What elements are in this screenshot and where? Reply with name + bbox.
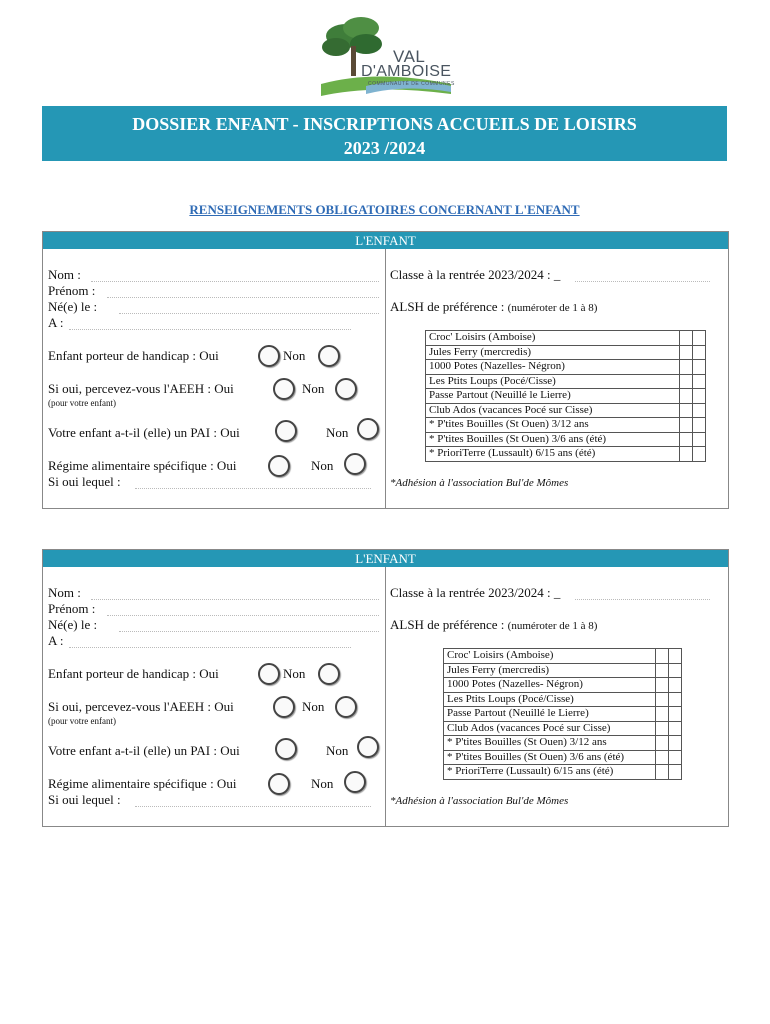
alsh-note: (numéroter de 1 à 8): [507, 302, 598, 314]
logo-text-val: VAL: [393, 47, 426, 66]
aeeh-non-radio[interactable]: [335, 696, 357, 718]
alsh-extra-cell[interactable]: [669, 765, 682, 780]
alsh-row: [444, 707, 682, 722]
alsh-extra-cell[interactable]: [669, 692, 682, 707]
alsh-row: [426, 447, 706, 462]
alsh-extra-cell[interactable]: [669, 663, 682, 678]
alsh-row: [426, 389, 706, 404]
alsh-row: [426, 418, 706, 433]
section-heading: RENSEIGNEMENTS OBLIGATOIRES CONCERNANT L'ENFANT: [189, 202, 580, 217]
classe-label: Classe à la rentrée 2023/2024 : _: [390, 267, 561, 282]
handicap-non-radio[interactable]: [318, 345, 340, 367]
alsh-option: 1000 Potes (Nazelles- Négron): [426, 360, 680, 375]
alsh-note: (numéroter de 1 à 8): [507, 620, 598, 632]
alsh-rank-cell[interactable]: [656, 678, 669, 693]
lieu-field[interactable]: [69, 329, 351, 330]
alsh-rank-cell[interactable]: [680, 418, 693, 433]
alsh-row: [444, 765, 682, 780]
child-form-2: [42, 549, 729, 827]
lequel-field[interactable]: [135, 488, 371, 489]
handicap-label: Enfant porteur de handicap : Oui: [48, 348, 219, 363]
regime-label: Régime alimentaire spécifique : Oui: [48, 776, 237, 791]
lieu-label: A :: [48, 633, 64, 648]
alsh-option: * PrioriTerre (Lussault) 6/15 ans (été): [444, 765, 656, 780]
column-divider: [385, 567, 386, 826]
alsh-option: Les Ptits Loups (Pocé/Cisse): [426, 374, 680, 389]
regime-non-radio[interactable]: [344, 453, 366, 475]
aeeh-label: Si oui, percevez-vous l'AEEH : Oui: [48, 699, 234, 714]
lequel-label: Si oui lequel :: [48, 792, 121, 807]
adhesion-note: *Adhésion à l'association Bul'de Mômes: [390, 477, 569, 489]
naissance-field[interactable]: [119, 631, 379, 632]
alsh-extra-cell[interactable]: [669, 736, 682, 751]
alsh-option: Jules Ferry (mercredis): [426, 345, 680, 360]
regime-non-label: Non: [311, 776, 334, 791]
aeeh-non-label: Non: [302, 699, 325, 714]
pai-oui-radio[interactable]: [275, 738, 297, 760]
alsh-rank-cell[interactable]: [680, 331, 693, 346]
alsh-row: [444, 678, 682, 693]
classe-field[interactable]: [575, 281, 710, 282]
alsh-row: [426, 345, 706, 360]
alsh-row: [444, 649, 682, 664]
alsh-extra-cell[interactable]: [693, 447, 706, 462]
logo-text-amboise: D'AMBOISE: [361, 63, 452, 80]
aeeh-oui-radio[interactable]: [273, 696, 295, 718]
aeeh-non-radio[interactable]: [335, 378, 357, 400]
nom-label: Nom :: [48, 585, 81, 600]
regime-non-radio[interactable]: [344, 771, 366, 793]
alsh-row: [444, 721, 682, 736]
naissance-label: Né(e) le :: [48, 299, 98, 314]
alsh-rank-cell[interactable]: [680, 374, 693, 389]
alsh-option: * PrioriTerre (Lussault) 6/15 ans (été): [426, 447, 680, 462]
alsh-option: * P'tites Bouilles (St Ouen) 3/12 ans: [426, 418, 680, 433]
alsh-row: [444, 750, 682, 765]
alsh-option: * P'tites Bouilles (St Ouen) 3/6 ans (été): [426, 432, 680, 447]
regime-non-label: Non: [311, 458, 334, 473]
alsh-extra-cell[interactable]: [669, 721, 682, 736]
pai-label: Votre enfant a-t-il (elle) un PAI : Oui: [48, 425, 240, 440]
lieu-label: A :: [48, 315, 64, 330]
alsh-option: * P'tites Bouilles (St Ouen) 3/12 ans: [444, 736, 656, 751]
alsh-rank-cell[interactable]: [656, 750, 669, 765]
alsh-rank-cell[interactable]: [680, 447, 693, 462]
pai-label: Votre enfant a-t-il (elle) un PAI : Oui: [48, 743, 240, 758]
alsh-rank-cell[interactable]: [656, 692, 669, 707]
alsh-rank-cell[interactable]: [656, 736, 669, 751]
alsh-row: [426, 360, 706, 375]
prenom-field[interactable]: [107, 297, 379, 298]
page-title: DOSSIER ENFANT - INSCRIPTIONS ACCUEILS DE LOISIRS: [132, 114, 637, 134]
alsh-rank-cell[interactable]: [680, 403, 693, 418]
alsh-rank-cell[interactable]: [656, 663, 669, 678]
prenom-label: Prénom :: [48, 283, 96, 298]
alsh-extra-cell[interactable]: [693, 360, 706, 375]
title-banner: [42, 106, 727, 161]
logo-text-communaute: COMMUNAUTÉ DE COMMUNES: [368, 81, 455, 87]
pai-non-radio[interactable]: [357, 418, 379, 440]
regime-oui-radio[interactable]: [268, 773, 290, 795]
alsh-option: Passe Partout (Neuillé le Lierre): [444, 707, 656, 722]
naissance-label: Né(e) le :: [48, 617, 98, 632]
alsh-extra-cell[interactable]: [693, 331, 706, 346]
nom-field[interactable]: [91, 599, 379, 600]
alsh-row: [426, 403, 706, 418]
alsh-option: Passe Partout (Neuillé le Lierre): [426, 389, 680, 404]
alsh-option: Croc' Loisirs (Amboise): [426, 331, 680, 346]
nom-label: Nom :: [48, 267, 81, 282]
pai-oui-radio[interactable]: [275, 420, 297, 442]
nom-field[interactable]: [91, 281, 379, 282]
alsh-label: ALSH de préférence : (numéroter de 1 à 8): [390, 299, 598, 314]
handicap-non-label: Non: [283, 666, 306, 681]
alsh-extra-cell[interactable]: [693, 345, 706, 360]
aeeh-note: (pour votre enfant): [48, 398, 116, 408]
aeeh-note: (pour votre enfant): [48, 716, 116, 726]
pai-non-label: Non: [326, 743, 349, 758]
regime-oui-radio[interactable]: [268, 455, 290, 477]
adhesion-note: *Adhésion à l'association Bul'de Mômes: [390, 795, 569, 807]
form-header: L'ENFANT: [43, 550, 728, 567]
alsh-option: Club Ados (vacances Pocé sur Cisse): [426, 403, 680, 418]
aeeh-non-label: Non: [302, 381, 325, 396]
naissance-field[interactable]: [119, 313, 379, 314]
alsh-option: Les Ptits Loups (Pocé/Cisse): [444, 692, 656, 707]
alsh-row: [444, 736, 682, 751]
alsh-row: [426, 374, 706, 389]
val-amboise-logo: [316, 14, 456, 100]
alsh-option: Club Ados (vacances Pocé sur Cisse): [444, 721, 656, 736]
alsh-option: Jules Ferry (mercredis): [444, 663, 656, 678]
aeeh-oui-radio[interactable]: [273, 378, 295, 400]
classe-field[interactable]: [575, 599, 710, 600]
alsh-rank-cell[interactable]: [680, 345, 693, 360]
alsh-rank-cell[interactable]: [656, 707, 669, 722]
pai-non-radio[interactable]: [357, 736, 379, 758]
alsh-row: [426, 331, 706, 346]
alsh-extra-cell[interactable]: [669, 707, 682, 722]
alsh-rank-cell[interactable]: [680, 389, 693, 404]
form-header: L'ENFANT: [43, 232, 728, 249]
pai-non-label: Non: [326, 425, 349, 440]
lequel-field[interactable]: [135, 806, 371, 807]
alsh-extra-cell[interactable]: [693, 432, 706, 447]
prenom-field[interactable]: [107, 615, 379, 616]
alsh-option: 1000 Potes (Nazelles- Négron): [444, 678, 656, 693]
alsh-table: [425, 330, 706, 462]
alsh-option: Croc' Loisirs (Amboise): [444, 649, 656, 664]
alsh-option: * P'tites Bouilles (St Ouen) 3/6 ans (été): [444, 750, 656, 765]
alsh-extra-cell[interactable]: [693, 374, 706, 389]
alsh-extra-cell[interactable]: [693, 389, 706, 404]
alsh-rank-cell[interactable]: [680, 360, 693, 375]
handicap-label: Enfant porteur de handicap : Oui: [48, 666, 219, 681]
alsh-row: [444, 663, 682, 678]
lieu-field[interactable]: [69, 647, 351, 648]
lequel-label: Si oui lequel :: [48, 474, 121, 489]
handicap-oui-radio[interactable]: [258, 663, 280, 685]
alsh-row: [426, 432, 706, 447]
alsh-extra-cell[interactable]: [669, 649, 682, 664]
aeeh-label: Si oui, percevez-vous l'AEEH : Oui: [48, 381, 234, 396]
alsh-rank-cell[interactable]: [656, 721, 669, 736]
child-form-1: [42, 231, 729, 509]
alsh-rank-cell[interactable]: [680, 432, 693, 447]
classe-label: Classe à la rentrée 2023/2024 : _: [390, 585, 561, 600]
alsh-extra-cell[interactable]: [693, 403, 706, 418]
handicap-non-radio[interactable]: [318, 663, 340, 685]
school-year: 2023 /2024: [343, 138, 426, 158]
column-divider: [385, 249, 386, 508]
alsh-extra-cell[interactable]: [693, 418, 706, 433]
alsh-extra-cell[interactable]: [669, 678, 682, 693]
alsh-rank-cell[interactable]: [656, 765, 669, 780]
alsh-table: [443, 648, 682, 780]
alsh-row: [444, 692, 682, 707]
alsh-extra-cell[interactable]: [669, 750, 682, 765]
handicap-non-label: Non: [283, 348, 306, 363]
alsh-rank-cell[interactable]: [656, 649, 669, 664]
prenom-label: Prénom :: [48, 601, 96, 616]
regime-label: Régime alimentaire spécifique : Oui: [48, 458, 237, 473]
handicap-oui-radio[interactable]: [258, 345, 280, 367]
alsh-label: ALSH de préférence : (numéroter de 1 à 8): [390, 617, 598, 632]
